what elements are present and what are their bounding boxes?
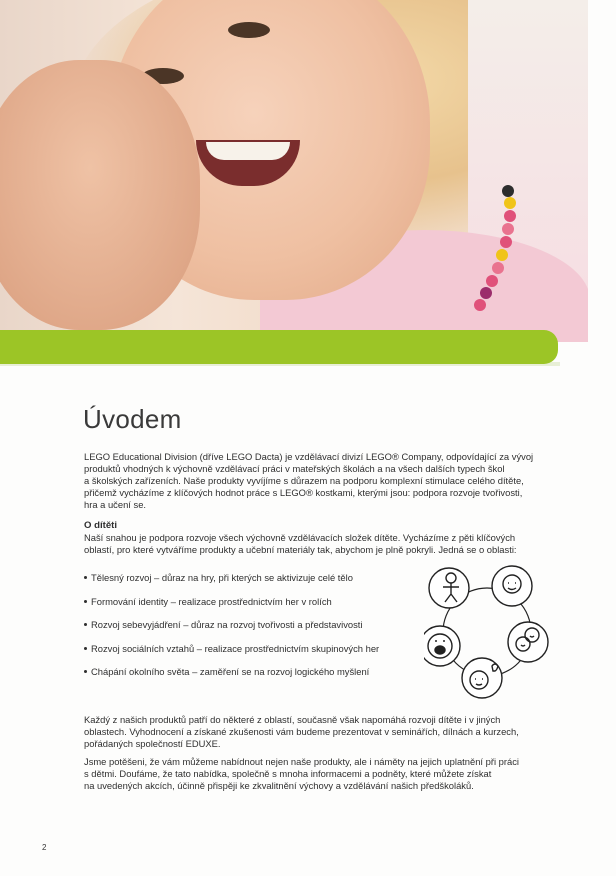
paragraph-4-line: na uvedených akcích, účinně přispěji ke zkvalitnění výchovy a vzdělávání našich předškoláků.	[84, 780, 474, 791]
intro-line: přičemž vycházíme z klíčových hodnot práce s LEGO® kostkami, kterými jsou: podpora rozvoje tvořivosti,	[84, 487, 523, 498]
bullet-icon	[84, 670, 87, 673]
bullet-icon	[84, 623, 87, 626]
area-label: Rozvoj sebevyjádření – důraz na rozvoj tvořivosti a představivosti	[91, 619, 363, 631]
section-line: Naší snahou je podpora rozvoje všech výchovně vzdělávacích složek dítěte. Vycházíme z pěti klíčových	[84, 532, 516, 543]
section-paragraph	[84, 532, 554, 556]
section-title: O dítěti	[84, 520, 118, 531]
paragraph-4-line: Jsme potěšeni, že vám můžeme nabídnout nejen naše produkty, ale i náměty na jejich uplatnění při práci	[84, 756, 519, 767]
list-item	[84, 619, 379, 643]
paragraph-3-line: Každý z našich produktů patří do některé z oblastí, současně však napomáhá rozvoji dítěte i v jiných	[84, 714, 501, 725]
paragraph-3	[84, 714, 554, 750]
area-label: Tělesný rozvoj – důraz na hry, při kterých se aktivizuje celé tělo	[91, 572, 353, 583]
social-relations-icon	[508, 622, 548, 662]
section-line: oblastí, pro které vytváříme produkty a učební materiály tak, abychom je plně pokryli. Jedná se o oblasti:	[84, 544, 517, 555]
accent-bar	[0, 330, 558, 364]
self-expression-icon	[424, 626, 460, 666]
paragraph-3-line: pořádaných společností EDUXE.	[84, 738, 221, 749]
paragraph-4-line: s dětmi. Doufáme, že tato nabídka, společně s mnoha informacemi a podněty, které můžete získat	[84, 768, 492, 779]
intro-line: a školských zařízeních. Naše produkty vyvíjíme s důrazem na podporu komplexní stimulace celého dítěte,	[84, 475, 524, 486]
intro-line: LEGO Educational Division (dříve LEGO Dacta) je vzdělávací divizí LEGO® Company, odpovídající za vývoj	[84, 451, 534, 462]
page-title: Úvodem	[83, 404, 182, 434]
physical-development-icon	[429, 568, 469, 608]
bullet-icon	[84, 576, 87, 579]
paragraph-3-line: oblastech. Vyhodnocení a získané zkušenosti vám budeme prezentovat v seminářích, dílnách a kurzech,	[84, 726, 519, 737]
list-item	[84, 572, 379, 596]
area-label: Formování identity – realizace prostřednictvím her v rolích	[91, 595, 332, 607]
intro-line: produktů vhodných k výchovně vzdělávací práci v mateřských školách a na všech dalších typech škol	[84, 463, 505, 474]
identity-icon	[492, 566, 532, 606]
understanding-world-icon	[462, 658, 502, 698]
paragraph-4	[84, 756, 554, 792]
bullet-icon	[84, 647, 87, 650]
five-areas-diagram	[424, 562, 550, 702]
area-label: Rozvoj sociálních vztahů – realizace prostřednictvím skupinových her	[91, 642, 380, 654]
intro-paragraph	[84, 451, 554, 511]
page-number: 2	[42, 843, 47, 852]
intro-line: hra a učení se.	[84, 499, 147, 510]
areas-list	[84, 572, 379, 690]
area-label: Chápání okolního světa – zaměření se na rozvoj logického myšlení	[91, 666, 370, 678]
list-item	[84, 643, 379, 667]
list-item	[84, 596, 379, 620]
header-photo-child	[0, 0, 588, 342]
bullet-icon	[84, 600, 87, 603]
list-item	[84, 666, 379, 690]
